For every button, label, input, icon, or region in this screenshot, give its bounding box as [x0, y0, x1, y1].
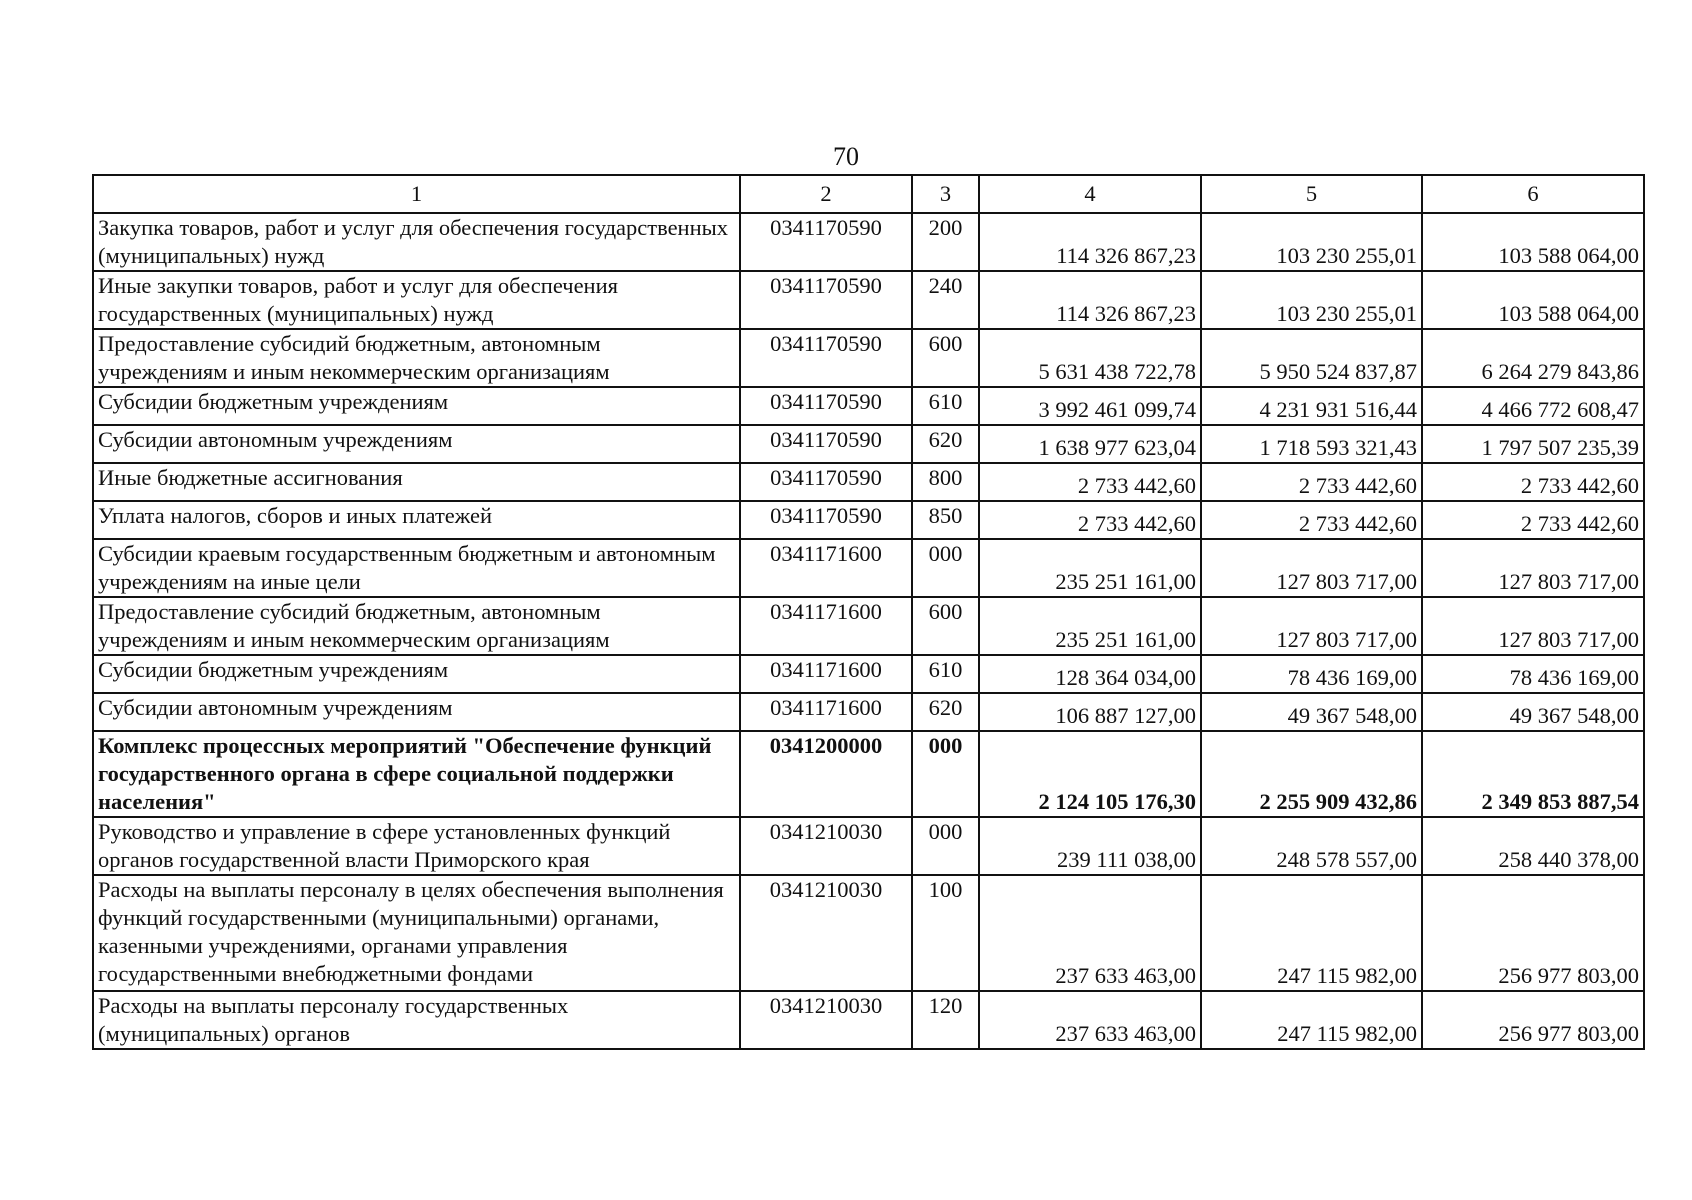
- row-name-cell: Закупка товаров, работ и услуг для обеспечения государственных (муниципальных) нужд: [93, 213, 740, 271]
- row-name-cell: Субсидии краевым государственным бюджетным и автономным учреждениям на иные цели: [93, 539, 740, 597]
- row-code-cell: 0341210030: [740, 875, 912, 991]
- row-code-cell: 0341210030: [740, 991, 912, 1049]
- row-value-col5-cell: 4 231 931 516,44: [1201, 387, 1422, 425]
- row-code-cell: 0341170590: [740, 213, 912, 271]
- row-value-col5-cell: 247 115 982,00: [1201, 875, 1422, 991]
- row-value-col6-cell: 127 803 717,00: [1422, 539, 1644, 597]
- row-code-cell: 0341210030: [740, 817, 912, 875]
- row-name-cell: Предоставление субсидий бюджетным, автономным учреждениям и иным некоммерческим организациям: [93, 597, 740, 655]
- budget-table-body: [93, 175, 1644, 1049]
- table-row: [93, 539, 1644, 597]
- row-code-cell: 0341171600: [740, 539, 912, 597]
- row-kind-cell: 800: [912, 463, 979, 501]
- table-row: [93, 271, 1644, 329]
- column-number-5: 5: [1201, 175, 1422, 213]
- row-value-col5-cell: 5 950 524 837,87: [1201, 329, 1422, 387]
- column-number-1: 1: [93, 175, 740, 213]
- row-value-col4-cell: 114 326 867,23: [979, 271, 1201, 329]
- row-kind-cell: 620: [912, 425, 979, 463]
- row-value-col6-cell: 127 803 717,00: [1422, 597, 1644, 655]
- row-value-col5-cell: 78 436 169,00: [1201, 655, 1422, 693]
- row-name-cell: Руководство и управление в сфере установленных функций органов государственной власти Приморского края: [93, 817, 740, 875]
- table-row: [93, 213, 1644, 271]
- column-number-3: 3: [912, 175, 979, 213]
- table-row: [93, 693, 1644, 731]
- row-value-col4-cell: 106 887 127,00: [979, 693, 1201, 731]
- row-value-col4-cell: 235 251 161,00: [979, 597, 1201, 655]
- row-name-cell: Субсидии автономным учреждениям: [93, 425, 740, 463]
- table-row: [93, 463, 1644, 501]
- table-row: [93, 597, 1644, 655]
- row-name-cell: Иные закупки товаров, работ и услуг для обеспечения государственных (муниципальных) нужд: [93, 271, 740, 329]
- table-row: [93, 875, 1644, 991]
- row-name-cell: Субсидии автономным учреждениям: [93, 693, 740, 731]
- row-kind-cell: 600: [912, 329, 979, 387]
- row-value-col6-cell: 103 588 064,00: [1422, 213, 1644, 271]
- row-value-col4-cell: 239 111 038,00: [979, 817, 1201, 875]
- table-row: [93, 425, 1644, 463]
- row-value-col4-cell: 235 251 161,00: [979, 539, 1201, 597]
- row-kind-cell: 620: [912, 693, 979, 731]
- table-row: [93, 329, 1644, 387]
- row-kind-cell: 000: [912, 817, 979, 875]
- row-value-col5-cell: 2 733 442,60: [1201, 501, 1422, 539]
- row-value-col4-cell: 2 733 442,60: [979, 463, 1201, 501]
- row-value-col5-cell: 2 255 909 432,86: [1201, 731, 1422, 817]
- row-value-col5-cell: 127 803 717,00: [1201, 597, 1422, 655]
- row-value-col5-cell: 2 733 442,60: [1201, 463, 1422, 501]
- row-name-cell: Субсидии бюджетным учреждениям: [93, 387, 740, 425]
- row-value-col5-cell: 1 718 593 321,43: [1201, 425, 1422, 463]
- row-kind-cell: 100: [912, 875, 979, 991]
- table-row: [93, 501, 1644, 539]
- row-value-col6-cell: 2 733 442,60: [1422, 501, 1644, 539]
- table-row: [93, 991, 1644, 1049]
- row-value-col4-cell: 237 633 463,00: [979, 991, 1201, 1049]
- row-code-cell: 0341170590: [740, 387, 912, 425]
- table-row: [93, 655, 1644, 693]
- row-value-col5-cell: 247 115 982,00: [1201, 991, 1422, 1049]
- row-kind-cell: 610: [912, 387, 979, 425]
- row-value-col4-cell: 237 633 463,00: [979, 875, 1201, 991]
- row-value-col6-cell: 256 977 803,00: [1422, 875, 1644, 991]
- row-kind-cell: 610: [912, 655, 979, 693]
- table-row: [93, 387, 1644, 425]
- row-value-col6-cell: 258 440 378,00: [1422, 817, 1644, 875]
- row-kind-cell: 850: [912, 501, 979, 539]
- row-code-cell: 0341171600: [740, 693, 912, 731]
- row-kind-cell: 000: [912, 539, 979, 597]
- row-kind-cell: 200: [912, 213, 979, 271]
- row-value-col4-cell: 5 631 438 722,78: [979, 329, 1201, 387]
- row-value-col6-cell: 103 588 064,00: [1422, 271, 1644, 329]
- row-value-col5-cell: 248 578 557,00: [1201, 817, 1422, 875]
- row-value-col4-cell: 2 733 442,60: [979, 501, 1201, 539]
- row-code-cell: 0341200000: [740, 731, 912, 817]
- row-code-cell: 0341170590: [740, 329, 912, 387]
- row-value-col5-cell: 127 803 717,00: [1201, 539, 1422, 597]
- column-number-2: 2: [740, 175, 912, 213]
- row-code-cell: 0341171600: [740, 655, 912, 693]
- row-code-cell: 0341170590: [740, 501, 912, 539]
- row-code-cell: 0341170590: [740, 425, 912, 463]
- row-value-col5-cell: 103 230 255,01: [1201, 213, 1422, 271]
- row-name-cell: Расходы на выплаты персоналу в целях обеспечения выполнения функций государственными (муниципальными) органами, казенными учреждениями, органами управления государственными внебюджетными фондами: [93, 875, 740, 991]
- column-number-4: 4: [979, 175, 1201, 213]
- row-kind-cell: 120: [912, 991, 979, 1049]
- column-number-6: 6: [1422, 175, 1644, 213]
- row-value-col6-cell: 2 349 853 887,54: [1422, 731, 1644, 817]
- row-value-col4-cell: 114 326 867,23: [979, 213, 1201, 271]
- column-numbers-row: [93, 175, 1644, 213]
- row-kind-cell: 240: [912, 271, 979, 329]
- row-value-col6-cell: 6 264 279 843,86: [1422, 329, 1644, 387]
- row-code-cell: 0341170590: [740, 271, 912, 329]
- row-name-cell: Иные бюджетные ассигнования: [93, 463, 740, 501]
- row-value-col6-cell: 78 436 169,00: [1422, 655, 1644, 693]
- row-kind-cell: 000: [912, 731, 979, 817]
- row-value-col5-cell: 103 230 255,01: [1201, 271, 1422, 329]
- row-value-col4-cell: 2 124 105 176,30: [979, 731, 1201, 817]
- table-row: [93, 731, 1644, 817]
- row-name-cell: Субсидии бюджетным учреждениям: [93, 655, 740, 693]
- row-name-cell: Предоставление субсидий бюджетным, автономным учреждениям и иным некоммерческим организациям: [93, 329, 740, 387]
- row-kind-cell: 600: [912, 597, 979, 655]
- row-code-cell: 0341170590: [740, 463, 912, 501]
- page-number: 70: [833, 142, 859, 171]
- row-value-col5-cell: 49 367 548,00: [1201, 693, 1422, 731]
- table-row: [93, 817, 1644, 875]
- row-value-col4-cell: 1 638 977 623,04: [979, 425, 1201, 463]
- row-name-cell: Комплекс процессных мероприятий "Обеспечение функций государственного органа в сфере социальной поддержки населения": [93, 731, 740, 817]
- row-name-cell: Уплата налогов, сборов и иных платежей: [93, 501, 740, 539]
- row-value-col6-cell: 256 977 803,00: [1422, 991, 1644, 1049]
- row-value-col4-cell: 3 992 461 099,74: [979, 387, 1201, 425]
- budget-table: [92, 174, 1645, 1050]
- row-value-col4-cell: 128 364 034,00: [979, 655, 1201, 693]
- row-code-cell: 0341171600: [740, 597, 912, 655]
- row-value-col6-cell: 4 466 772 608,47: [1422, 387, 1644, 425]
- row-name-cell: Расходы на выплаты персоналу государственных (муниципальных) органов: [93, 991, 740, 1049]
- row-value-col6-cell: 2 733 442,60: [1422, 463, 1644, 501]
- row-value-col6-cell: 49 367 548,00: [1422, 693, 1644, 731]
- row-value-col6-cell: 1 797 507 235,39: [1422, 425, 1644, 463]
